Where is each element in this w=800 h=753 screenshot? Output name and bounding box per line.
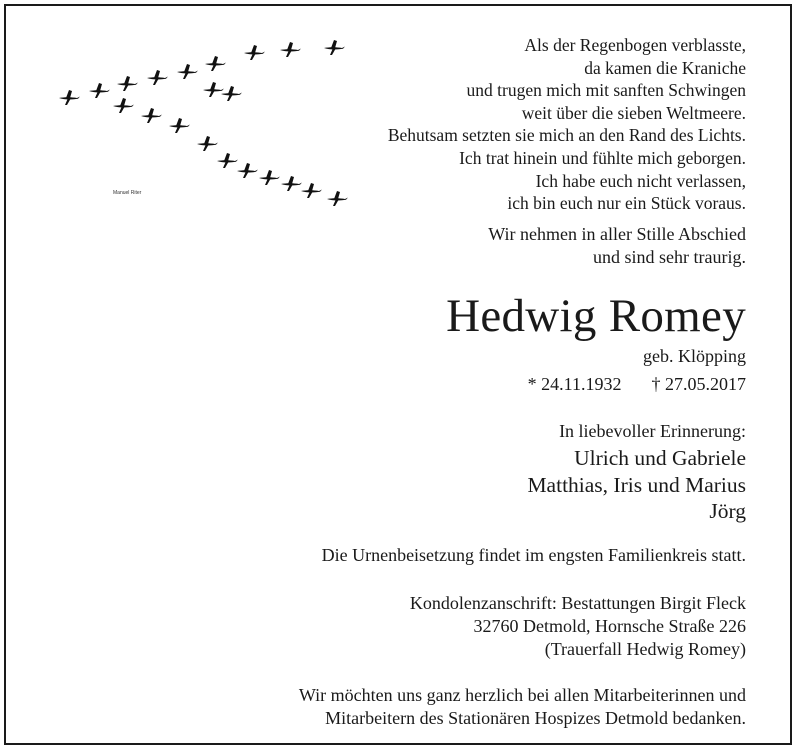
farewell-text — [488, 223, 746, 269]
poem-line: weit über die sieben Weltmeere. — [521, 102, 746, 123]
condolence-line: Kondolenzanschrift: Bestattungen Birgit Fleck — [409, 593, 746, 613]
thanks-line: Wir möchten uns ganz herzlich bei allen Mitarbeiterinnen und — [298, 685, 746, 705]
obituary-frame — [4, 4, 792, 745]
memory-label: In liebevoller Erinnerung: — [559, 421, 746, 441]
condolence-line: (Trauerfall Hedwig Romey) — [544, 639, 746, 659]
family-names — [527, 445, 746, 525]
condolence-address — [410, 592, 746, 661]
family-line: Jörg — [709, 499, 746, 523]
poem-line: Ich habe euch nicht verlassen, — [535, 170, 746, 191]
image-credit: Manuel Riter — [113, 190, 142, 196]
burial-note: Die Urnenbeisetzung findet im engsten Familienkreis statt. — [321, 545, 746, 565]
condolence-line: 32760 Detmold, Hornsche Straße 226 — [473, 616, 746, 636]
birth-date: * 24.11.1932 — [527, 374, 622, 394]
poem — [388, 34, 746, 215]
family-line: Ulrich und Gabriele — [574, 446, 746, 470]
farewell-line: Wir nehmen in aller Stille Abschied — [488, 224, 746, 244]
maiden-name: geb. Klöpping — [643, 346, 746, 366]
life-dates — [528, 373, 746, 396]
poem-line: ich bin euch nur ein Stück voraus. — [507, 193, 746, 214]
farewell-line: und sind sehr traurig. — [593, 247, 746, 267]
deceased-name: Hedwig Romey — [446, 290, 746, 342]
death-date: † 27.05.2017 — [651, 374, 746, 394]
thanks-note — [299, 684, 746, 730]
poem-line: Behutsam setzten sie mich an den Rand des Lichts. — [387, 125, 746, 146]
thanks-line: Mitarbeitern des Stationären Hospizes Detmold bedanken. — [325, 708, 746, 728]
poem-line: und trugen mich mit sanften Schwingen — [466, 80, 746, 101]
family-line: Matthias, Iris und Marius — [527, 472, 746, 497]
flying-cranes-icon — [46, 36, 356, 211]
poem-line: da kamen die Kraniche — [584, 57, 746, 78]
poem-line: Als der Regenbogen verblasste, — [524, 35, 746, 55]
poem-line: Ich trat hinein und fühlte mich geborgen. — [459, 147, 746, 168]
